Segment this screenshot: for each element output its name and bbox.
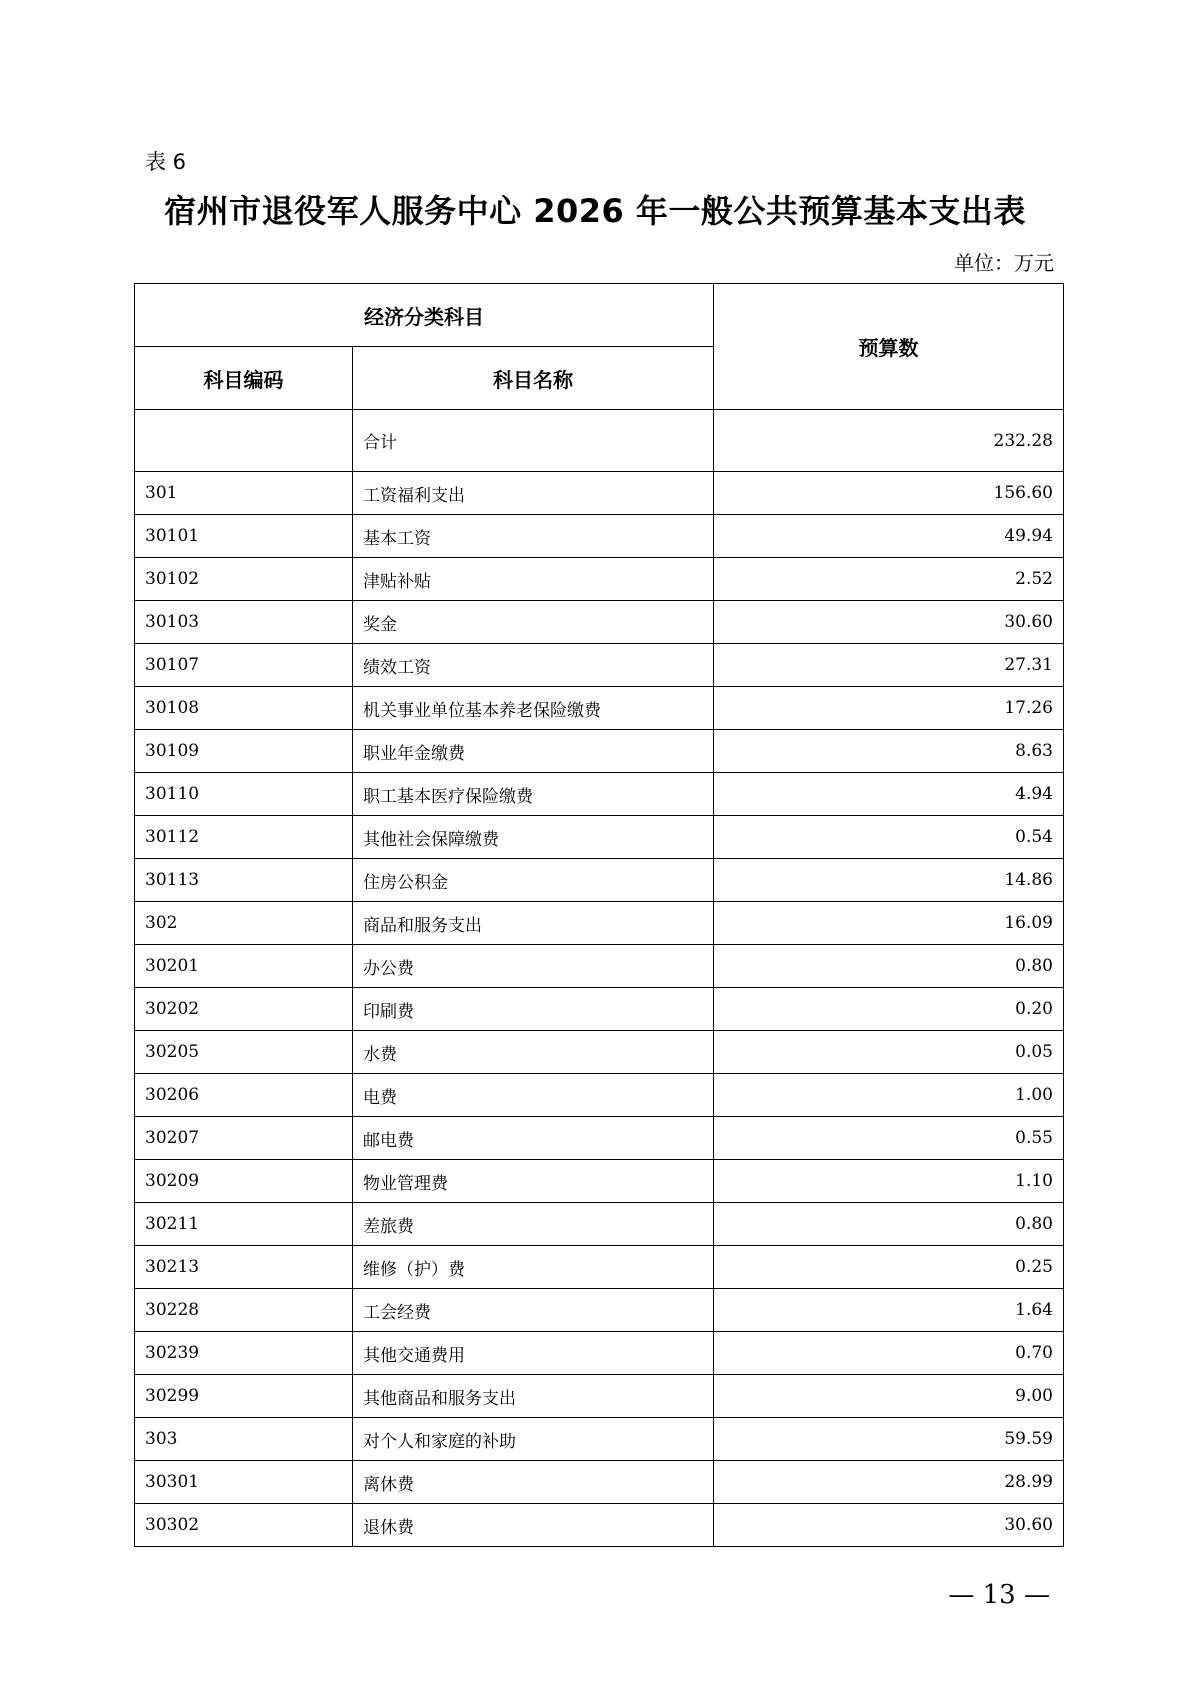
row-code: 30206 bbox=[135, 1074, 353, 1117]
row-code: 30299 bbox=[135, 1375, 353, 1418]
row-code: 301 bbox=[135, 472, 353, 515]
row-amount: 156.60 bbox=[714, 472, 1064, 515]
row-amount: 14.86 bbox=[714, 859, 1064, 902]
row-name: 工会经费 bbox=[353, 1289, 714, 1332]
table-row bbox=[135, 601, 1064, 644]
row-amount: 2.52 bbox=[714, 558, 1064, 601]
table-row bbox=[135, 1332, 1064, 1375]
row-code: 30201 bbox=[135, 945, 353, 988]
row-name: 邮电费 bbox=[353, 1117, 714, 1160]
page-number bbox=[0, 1580, 1190, 1610]
page-number-text: — 13 — bbox=[948, 1580, 1050, 1610]
row-name: 离休费 bbox=[353, 1461, 714, 1504]
row-code: 30110 bbox=[135, 773, 353, 816]
row-name: 其他交通费用 bbox=[353, 1332, 714, 1375]
row-name: 物业管理费 bbox=[353, 1160, 714, 1203]
row-name: 工资福利支出 bbox=[353, 472, 714, 515]
row-name: 职业年金缴费 bbox=[353, 730, 714, 773]
row-code: 30239 bbox=[135, 1332, 353, 1375]
row-amount: 0.25 bbox=[714, 1246, 1064, 1289]
row-code: 30202 bbox=[135, 988, 353, 1031]
table-row bbox=[135, 515, 1064, 558]
row-amount: 0.54 bbox=[714, 816, 1064, 859]
table-label: 表 6 bbox=[145, 150, 187, 174]
row-amount: 0.05 bbox=[714, 1031, 1064, 1074]
row-code: 303 bbox=[135, 1418, 353, 1461]
table-row bbox=[135, 773, 1064, 816]
table-row bbox=[135, 1504, 1064, 1547]
row-name: 退休费 bbox=[353, 1504, 714, 1547]
row-code: 30213 bbox=[135, 1246, 353, 1289]
table-row bbox=[135, 1418, 1064, 1461]
table-row bbox=[135, 1160, 1064, 1203]
row-amount: 28.99 bbox=[714, 1461, 1064, 1504]
row-name: 对个人和家庭的补助 bbox=[353, 1418, 714, 1461]
column-header-name: 科目名称 bbox=[353, 347, 714, 410]
row-code: 30207 bbox=[135, 1117, 353, 1160]
row-amount: 0.80 bbox=[714, 945, 1064, 988]
table-row bbox=[135, 1117, 1064, 1160]
row-name: 维修（护）费 bbox=[353, 1246, 714, 1289]
row-amount: 30.60 bbox=[714, 1504, 1064, 1547]
table-row bbox=[135, 1461, 1064, 1504]
table-row bbox=[135, 816, 1064, 859]
row-name: 基本工资 bbox=[353, 515, 714, 558]
table-row bbox=[135, 902, 1064, 945]
row-amount: 1.10 bbox=[714, 1160, 1064, 1203]
row-code: 30113 bbox=[135, 859, 353, 902]
row-amount: 8.63 bbox=[714, 730, 1064, 773]
row-code: 30101 bbox=[135, 515, 353, 558]
row-name: 奖金 bbox=[353, 601, 714, 644]
table-row bbox=[135, 687, 1064, 730]
row-amount: 0.20 bbox=[714, 988, 1064, 1031]
table-row bbox=[135, 1203, 1064, 1246]
row-name: 其他社会保障缴费 bbox=[353, 816, 714, 859]
row-amount: 0.55 bbox=[714, 1117, 1064, 1160]
row-code: 30205 bbox=[135, 1031, 353, 1074]
row-amount: 16.09 bbox=[714, 902, 1064, 945]
row-name: 办公费 bbox=[353, 945, 714, 988]
row-amount: 9.00 bbox=[714, 1375, 1064, 1418]
row-code: 302 bbox=[135, 902, 353, 945]
row-amount: 49.94 bbox=[714, 515, 1064, 558]
row-name: 其他商品和服务支出 bbox=[353, 1375, 714, 1418]
row-name: 差旅费 bbox=[353, 1203, 714, 1246]
column-header-code: 科目编码 bbox=[135, 347, 353, 410]
row-amount: 30.60 bbox=[714, 601, 1064, 644]
column-header-amount: 预算数 bbox=[714, 284, 1064, 410]
row-amount: 17.26 bbox=[714, 687, 1064, 730]
budget-table bbox=[134, 283, 1064, 1547]
row-name: 绩效工资 bbox=[353, 644, 714, 687]
row-name: 商品和服务支出 bbox=[353, 902, 714, 945]
table-row bbox=[135, 988, 1064, 1031]
row-code: 30107 bbox=[135, 644, 353, 687]
row-code: 30109 bbox=[135, 730, 353, 773]
table-row bbox=[135, 730, 1064, 773]
row-name: 机关事业单位基本养老保险缴费 bbox=[353, 687, 714, 730]
table-row bbox=[135, 472, 1064, 515]
row-amount: 59.59 bbox=[714, 1418, 1064, 1461]
table-row bbox=[135, 644, 1064, 687]
page-title: 宿州市退役军人服务中心 2026 年一般公共预算基本支出表 bbox=[164, 192, 1026, 230]
table-row bbox=[135, 1031, 1064, 1074]
row-name: 住房公积金 bbox=[353, 859, 714, 902]
table-row bbox=[135, 558, 1064, 601]
row-code: 30301 bbox=[135, 1461, 353, 1504]
row-name: 津贴补贴 bbox=[353, 558, 714, 601]
row-name: 印刷费 bbox=[353, 988, 714, 1031]
row-code: 30108 bbox=[135, 687, 353, 730]
row-code: 30228 bbox=[135, 1289, 353, 1332]
row-code: 30209 bbox=[135, 1160, 353, 1203]
group-header: 经济分类科目 bbox=[135, 284, 714, 347]
row-amount: 4.94 bbox=[714, 773, 1064, 816]
row-code: 30211 bbox=[135, 1203, 353, 1246]
row-code: 30302 bbox=[135, 1504, 353, 1547]
unit-label: 单位：万元 bbox=[954, 251, 1054, 275]
total-amount: 232.28 bbox=[714, 410, 1064, 472]
row-amount: 0.70 bbox=[714, 1332, 1064, 1375]
total-row bbox=[135, 410, 1064, 472]
total-code bbox=[135, 410, 353, 472]
table-row bbox=[135, 859, 1064, 902]
row-amount: 0.80 bbox=[714, 1203, 1064, 1246]
row-code: 30112 bbox=[135, 816, 353, 859]
total-label: 合计 bbox=[353, 410, 714, 472]
row-amount: 27.31 bbox=[714, 644, 1064, 687]
row-code: 30102 bbox=[135, 558, 353, 601]
table-row bbox=[135, 1074, 1064, 1117]
table-row bbox=[135, 1289, 1064, 1332]
row-name: 水费 bbox=[353, 1031, 714, 1074]
table-row bbox=[135, 945, 1064, 988]
row-name: 职工基本医疗保险缴费 bbox=[353, 773, 714, 816]
table-row bbox=[135, 1246, 1064, 1289]
row-name: 电费 bbox=[353, 1074, 714, 1117]
table-row bbox=[135, 1375, 1064, 1418]
row-amount: 1.00 bbox=[714, 1074, 1064, 1117]
row-code: 30103 bbox=[135, 601, 353, 644]
row-amount: 1.64 bbox=[714, 1289, 1064, 1332]
